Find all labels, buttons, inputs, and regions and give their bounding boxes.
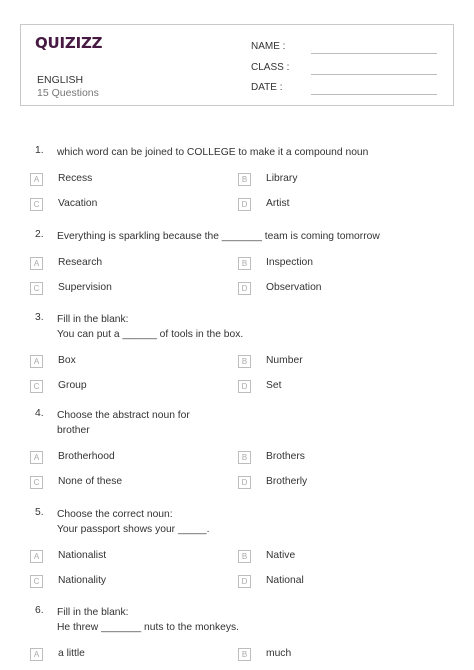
class-field[interactable] — [251, 62, 289, 73]
option-a[interactable] — [30, 550, 210, 564]
option-a[interactable] — [30, 257, 210, 271]
option-b[interactable] — [238, 550, 418, 564]
option-c[interactable] — [30, 575, 210, 589]
name-label: NAME : — [251, 41, 286, 52]
option-a[interactable] — [30, 355, 210, 369]
option-letter-box: C — [30, 476, 43, 489]
subject-label: ENGLISH — [37, 74, 84, 86]
option-letter-box: B — [238, 451, 251, 464]
date-line — [311, 94, 437, 95]
question-count: 15 Questions — [37, 87, 99, 99]
option-d[interactable] — [238, 380, 418, 394]
option-letter-box: D — [238, 282, 251, 295]
option-text: None of these — [58, 476, 123, 487]
option-text: Research — [58, 257, 103, 268]
question-text: Fill in the blank: He threw _______ nuts to the monkeys. — [57, 607, 240, 633]
option-letter-box: B — [238, 257, 251, 270]
question-number: 5. — [35, 507, 44, 518]
option-letter-box: C — [30, 575, 43, 588]
option-text: Set — [266, 380, 282, 391]
option-d[interactable] — [238, 282, 418, 296]
question-number: 4. — [35, 408, 44, 419]
question-number: 6. — [35, 605, 44, 616]
name-line — [311, 53, 437, 54]
option-text: a little — [58, 648, 85, 659]
option-a[interactable] — [30, 173, 210, 187]
option-letter-box: C — [30, 282, 43, 295]
option-d[interactable] — [238, 476, 418, 490]
option-letter-box: C — [30, 198, 43, 211]
option-text: Brothers — [266, 451, 305, 462]
option-letter-box: A — [30, 550, 43, 563]
class-line — [311, 74, 437, 75]
question-text: Everything is sparkling because the _______ team is coming tomorrow — [57, 231, 380, 242]
option-text: Vacation — [58, 198, 98, 209]
option-c[interactable] — [30, 380, 210, 394]
option-d[interactable] — [238, 575, 418, 589]
option-letter-box: D — [238, 476, 251, 489]
question-text: Choose the correct noun: Your passport shows your _____. — [57, 509, 210, 535]
option-letter-box: B — [238, 355, 251, 368]
option-text: Native — [266, 550, 296, 561]
option-letter-box: A — [30, 355, 43, 368]
option-a[interactable] — [30, 451, 210, 465]
option-b[interactable] — [238, 451, 418, 465]
option-text: Brotherhood — [58, 451, 115, 462]
worksheet-header — [20, 24, 454, 106]
option-text: National — [266, 575, 304, 586]
question-text: Choose the abstract noun for brother — [57, 410, 190, 436]
question-number: 2. — [35, 229, 44, 240]
option-letter-box: D — [238, 575, 251, 588]
option-c[interactable] — [30, 476, 210, 490]
option-text: Observation — [266, 282, 322, 293]
option-letter-box: B — [238, 550, 251, 563]
option-text: Brotherly — [266, 476, 308, 487]
option-letter-box: B — [238, 173, 251, 186]
question-number: 3. — [35, 312, 44, 323]
question-number: 1. — [35, 145, 44, 156]
option-letter-box: A — [30, 173, 43, 186]
option-d[interactable] — [238, 198, 418, 212]
option-text: Inspection — [266, 257, 313, 268]
quizizz-logo: QUIZIZZ — [35, 34, 103, 52]
option-text: Supervision — [58, 282, 112, 293]
option-text: Library — [266, 173, 298, 184]
option-text: Artist — [266, 198, 290, 209]
option-b[interactable] — [238, 355, 418, 369]
question-text: which word can be joined to COLLEGE to make it a compound noun — [57, 147, 369, 158]
option-text: Recess — [58, 173, 93, 184]
option-b[interactable] — [238, 648, 418, 662]
date-field[interactable] — [251, 82, 282, 93]
option-letter-box: C — [30, 380, 43, 393]
option-b[interactable] — [238, 173, 418, 187]
option-b[interactable] — [238, 257, 418, 271]
option-text: much — [266, 648, 292, 659]
date-label: DATE : — [251, 82, 283, 93]
question-text: Fill in the blank: You can put a ______ of tools in the box. — [57, 314, 244, 340]
option-text: Nationality — [58, 575, 107, 586]
option-letter-box: D — [238, 380, 251, 393]
option-letter-box: A — [30, 451, 43, 464]
option-text: Number — [266, 355, 303, 366]
option-c[interactable] — [30, 282, 210, 296]
option-c[interactable] — [30, 198, 210, 212]
name-field[interactable] — [251, 41, 285, 52]
option-letter-box: D — [238, 198, 251, 211]
option-a[interactable] — [30, 648, 210, 662]
option-letter-box: B — [238, 648, 251, 661]
option-text: Nationalist — [58, 550, 107, 561]
option-text: Group — [58, 380, 87, 391]
option-letter-box: A — [30, 257, 43, 270]
class-label: CLASS : — [251, 62, 290, 73]
option-text: Box — [58, 355, 76, 366]
option-letter-box: A — [30, 648, 43, 661]
